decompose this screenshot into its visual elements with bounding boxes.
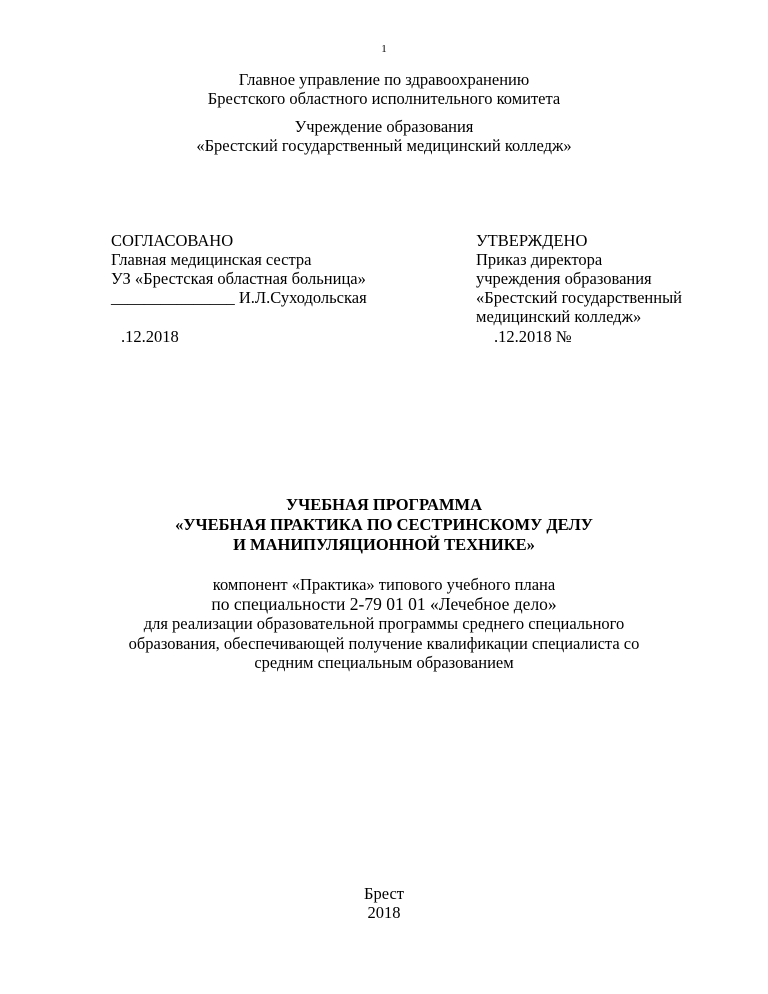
agreed-signature-line: _______________ И.Л.Суходольская <box>111 288 367 307</box>
authority-line-2: Брестского областного исполнительного комитета <box>207 89 561 108</box>
footer-city: Брест <box>364 884 404 903</box>
component-line-1: компонент «Практика» типового учебного плана <box>212 575 556 594</box>
component-line-5: средним специальным образованием <box>254 653 514 672</box>
document-title <box>0 495 768 555</box>
header-institution <box>0 117 768 155</box>
document-footer <box>0 884 768 922</box>
approved-institution-name-1: «Брестский государственный <box>476 288 683 307</box>
footer-year: 2018 <box>367 903 401 922</box>
institution-line-2: «Брестский государственный медицинский колледж» <box>196 136 572 155</box>
title-line-1: УЧЕБНАЯ ПРОГРАММА <box>285 495 483 514</box>
component-description <box>0 575 768 673</box>
approval-approved-block <box>476 231 746 346</box>
header-authority <box>0 70 768 108</box>
agreed-position: Главная медицинская сестра <box>111 250 312 269</box>
agreed-organization: УЗ «Брестская областная больница» <box>111 269 366 288</box>
agreed-date: .12.2018 <box>121 327 179 346</box>
component-line-4: образования, обеспечивающей получение квалификации специалиста со <box>128 633 640 653</box>
approval-agreed-block <box>111 231 441 346</box>
approved-institution-type: учреждения образования <box>476 269 652 288</box>
agreed-heading: СОГЛАСОВАНО <box>111 231 234 250</box>
approved-date: .12.2018 № <box>494 327 572 346</box>
approved-order: Приказ директора <box>476 250 603 269</box>
institution-line-1: Учреждение образования <box>294 117 474 136</box>
title-line-3: И МАНИПУЛЯЦИОННОЙ ТЕХНИКЕ» <box>233 535 535 554</box>
approved-heading: УТВЕРЖДЕНО <box>476 231 588 250</box>
title-line-2: «УЧЕБНАЯ ПРАКТИКА ПО СЕСТРИНСКОМУ ДЕЛУ <box>175 515 593 534</box>
component-specialty: по специальности 2-79 01 01 «Лечебное дело» <box>211 593 557 614</box>
authority-line-1: Главное управление по здравоохранению <box>238 70 530 89</box>
page-number: 1 <box>381 43 387 55</box>
approved-institution-name-2: медицинский колледж» <box>476 307 642 326</box>
component-line-3: для реализации образовательной программы среднего специального <box>143 614 625 633</box>
